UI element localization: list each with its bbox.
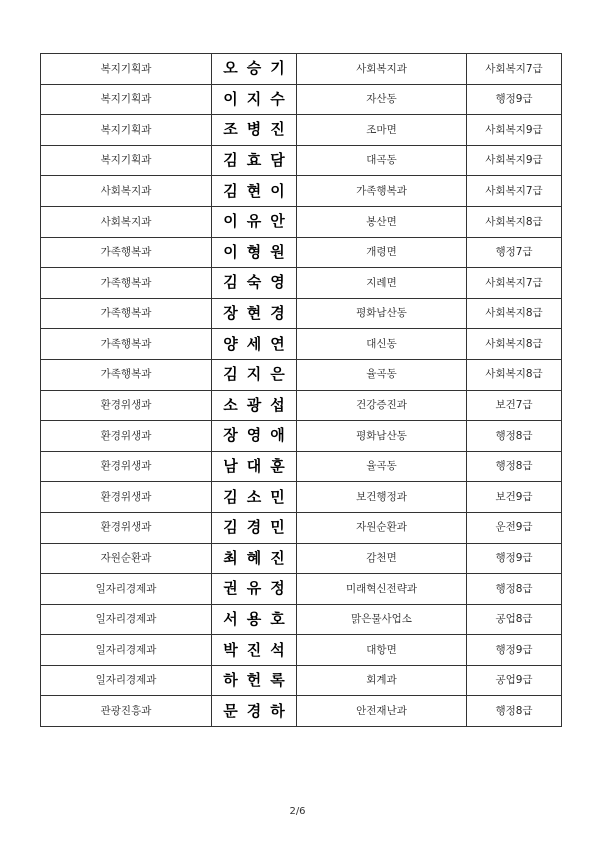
employee-name-cell: 오승기: [212, 54, 297, 85]
employee-name-cell: 소광섭: [212, 390, 297, 421]
employee-name-cell: 장영애: [212, 421, 297, 452]
employee-name-cell: 김경민: [212, 512, 297, 543]
employee-name-cell: 김지은: [212, 359, 297, 390]
new-assignment-cell: 개령면: [297, 237, 467, 268]
current-department-cell: 복지기획과: [41, 115, 212, 146]
new-assignment-cell: 지례면: [297, 268, 467, 299]
table-row: [41, 176, 562, 207]
table-row: [41, 237, 562, 268]
new-assignment-cell: 미래혁신전략과: [297, 574, 467, 605]
employee-name-cell: 최혜진: [212, 543, 297, 574]
page-number: 2/6: [289, 806, 306, 817]
job-grade-cell: 공업9급: [467, 665, 562, 696]
table-row: [41, 482, 562, 513]
job-grade-cell: 사회복지7급: [467, 268, 562, 299]
table-row: [41, 268, 562, 299]
new-assignment-cell: 율곡동: [297, 359, 467, 390]
current-department-cell: 일자리경제과: [41, 635, 212, 666]
new-assignment-cell: 대곡동: [297, 145, 467, 176]
employee-name-cell: 김소민: [212, 482, 297, 513]
employee-name-cell: 조병진: [212, 115, 297, 146]
employee-name-cell: 권유정: [212, 574, 297, 605]
current-department-cell: 일자리경제과: [41, 604, 212, 635]
job-grade-cell: 행정9급: [467, 84, 562, 115]
current-department-cell: 가족행복과: [41, 268, 212, 299]
current-department-cell: 환경위생과: [41, 482, 212, 513]
new-assignment-cell: 평화남산동: [297, 298, 467, 329]
table-row: [41, 206, 562, 237]
employee-name-cell: 장현경: [212, 298, 297, 329]
table-row: [41, 329, 562, 360]
current-department-cell: 가족행복과: [41, 359, 212, 390]
job-grade-cell: 행정8급: [467, 451, 562, 482]
job-grade-cell: 사회복지7급: [467, 176, 562, 207]
personnel-table: [40, 53, 562, 727]
table-row: [41, 696, 562, 727]
table-row: [41, 604, 562, 635]
table-row: [41, 543, 562, 574]
job-grade-cell: 사회복지9급: [467, 115, 562, 146]
current-department-cell: 환경위생과: [41, 421, 212, 452]
new-assignment-cell: 회계과: [297, 665, 467, 696]
job-grade-cell: 사회복지8급: [467, 359, 562, 390]
employee-name-cell: 김숙영: [212, 268, 297, 299]
new-assignment-cell: 감천면: [297, 543, 467, 574]
employee-name-cell: 문경하: [212, 696, 297, 727]
job-grade-cell: 보건7급: [467, 390, 562, 421]
new-assignment-cell: 평화남산동: [297, 421, 467, 452]
current-department-cell: 환경위생과: [41, 451, 212, 482]
current-department-cell: 복지기획과: [41, 84, 212, 115]
current-department-cell: 관광진흥과: [41, 696, 212, 727]
personnel-table-body: [41, 54, 562, 727]
job-grade-cell: 사회복지8급: [467, 298, 562, 329]
job-grade-cell: 사회복지8급: [467, 206, 562, 237]
job-grade-cell: 사회복지8급: [467, 329, 562, 360]
job-grade-cell: 행정8급: [467, 696, 562, 727]
job-grade-cell: 행정8급: [467, 421, 562, 452]
new-assignment-cell: 봉산면: [297, 206, 467, 237]
current-department-cell: 복지기획과: [41, 145, 212, 176]
job-grade-cell: 보건9급: [467, 482, 562, 513]
employee-name-cell: 박진석: [212, 635, 297, 666]
employee-name-cell: 이형원: [212, 237, 297, 268]
table-row: [41, 298, 562, 329]
table-row: [41, 635, 562, 666]
job-grade-cell: 행정9급: [467, 543, 562, 574]
employee-name-cell: 이유안: [212, 206, 297, 237]
table-row: [41, 421, 562, 452]
employee-name-cell: 하헌록: [212, 665, 297, 696]
new-assignment-cell: 율곡동: [297, 451, 467, 482]
job-grade-cell: 공업8급: [467, 604, 562, 635]
current-department-cell: 복지기획과: [41, 54, 212, 85]
employee-name-cell: 서용호: [212, 604, 297, 635]
table-row: [41, 574, 562, 605]
new-assignment-cell: 대신동: [297, 329, 467, 360]
new-assignment-cell: 안전재난과: [297, 696, 467, 727]
employee-name-cell: 김현이: [212, 176, 297, 207]
new-assignment-cell: 가족행복과: [297, 176, 467, 207]
employee-name-cell: 김효담: [212, 145, 297, 176]
employee-name-cell: 남대훈: [212, 451, 297, 482]
table-row: [41, 665, 562, 696]
table-row: [41, 54, 562, 85]
table-row: [41, 145, 562, 176]
table-row: [41, 390, 562, 421]
employee-name-cell: 이지수: [212, 84, 297, 115]
new-assignment-cell: 건강증진과: [297, 390, 467, 421]
current-department-cell: 사회복지과: [41, 206, 212, 237]
job-grade-cell: 사회복지9급: [467, 145, 562, 176]
new-assignment-cell: 보건행정과: [297, 482, 467, 513]
table-row: [41, 512, 562, 543]
new-assignment-cell: 자산동: [297, 84, 467, 115]
current-department-cell: 가족행복과: [41, 329, 212, 360]
new-assignment-cell: 맑은물사업소: [297, 604, 467, 635]
current-department-cell: 일자리경제과: [41, 574, 212, 605]
new-assignment-cell: 조마면: [297, 115, 467, 146]
current-department-cell: 가족행복과: [41, 237, 212, 268]
current-department-cell: 가족행복과: [41, 298, 212, 329]
table-row: [41, 451, 562, 482]
employee-name-cell: 양세연: [212, 329, 297, 360]
current-department-cell: 환경위생과: [41, 512, 212, 543]
current-department-cell: 사회복지과: [41, 176, 212, 207]
current-department-cell: 일자리경제과: [41, 665, 212, 696]
job-grade-cell: 행정7급: [467, 237, 562, 268]
job-grade-cell: 행정8급: [467, 574, 562, 605]
job-grade-cell: 운전9급: [467, 512, 562, 543]
current-department-cell: 자원순환과: [41, 543, 212, 574]
new-assignment-cell: 자원순환과: [297, 512, 467, 543]
current-department-cell: 환경위생과: [41, 390, 212, 421]
new-assignment-cell: 사회복지과: [297, 54, 467, 85]
job-grade-cell: 행정9급: [467, 635, 562, 666]
table-row: [41, 115, 562, 146]
new-assignment-cell: 대항면: [297, 635, 467, 666]
table-row: [41, 359, 562, 390]
table-row: [41, 84, 562, 115]
job-grade-cell: 사회복지7급: [467, 54, 562, 85]
